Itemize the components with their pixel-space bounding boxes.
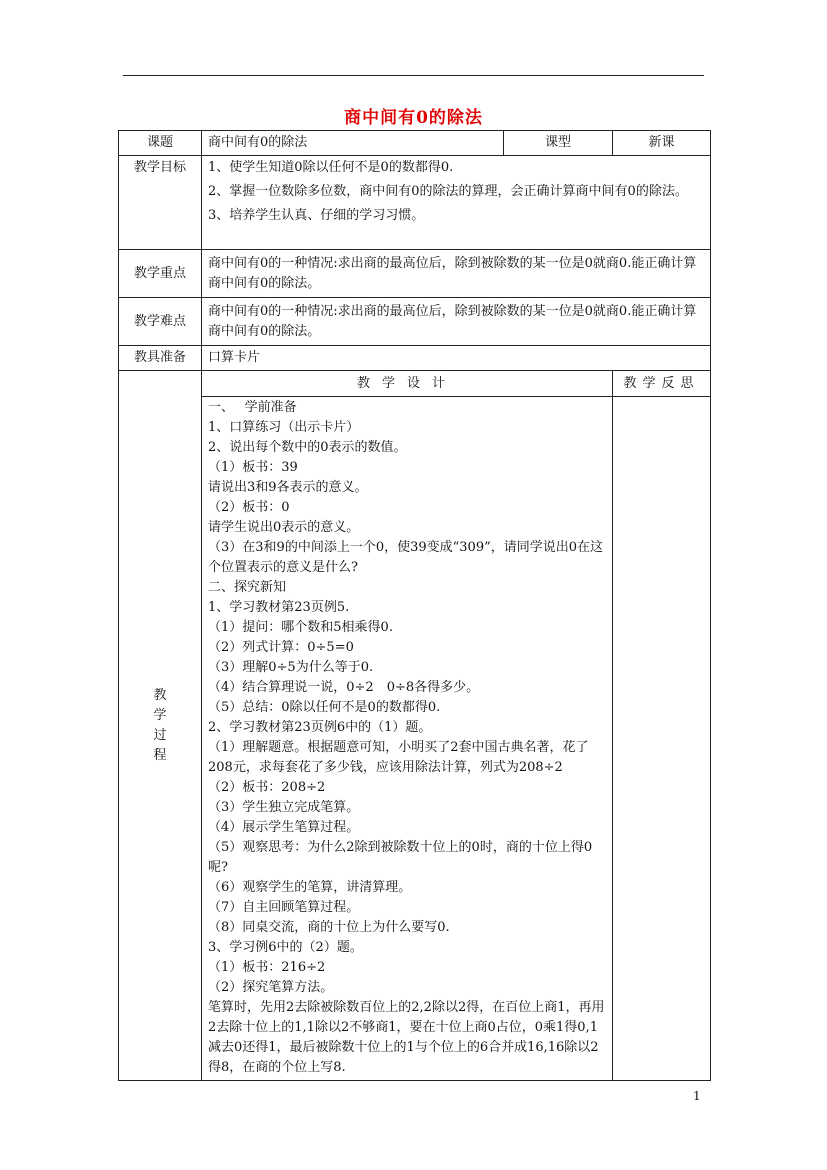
design-header: 教学设计 (202, 371, 613, 397)
row-goals (119, 156, 711, 250)
difficult-points-content: 商中间有0的一种情况:求出商的最高位后，除到被除数的某一位是0就商0.能正确计算商中间有0的除法。 (202, 298, 711, 346)
key-points-label: 教学重点 (119, 250, 202, 298)
process-line: 二、探究新知 (208, 580, 287, 595)
process-line: 一、 学前准备 (208, 400, 297, 415)
process-line: （2）列式计算：0÷5=0 (208, 640, 354, 655)
goals-label: 教学目标 (119, 156, 202, 250)
process-line: （4）结合算理说一说，0÷2 0÷8各得多少。 (208, 680, 480, 695)
page-number: 1 (693, 1089, 701, 1103)
goal-item: 2、掌握一位数除多位数，商中间有0的除法的算理，会正确计算商中间有0的除法。 (208, 184, 688, 199)
lesson-plan-table (118, 130, 711, 1081)
process-line: 2、学习教材第23页例6中的（1）题。 (208, 720, 432, 735)
process-line: （2）探究笔算方法。 (208, 980, 334, 995)
process-line: （3）学生独立完成笔算。 (208, 800, 360, 815)
goals-content (202, 156, 711, 250)
row-tools (119, 346, 711, 371)
process-label-char: 学 (153, 707, 167, 723)
process-line: （5）总结：0除以任何不是0的数都得0. (208, 700, 441, 715)
process-line: （4）展示学生笔算过程。 (208, 820, 360, 835)
lesson-type-label: 课型 (504, 131, 613, 156)
row-difficult-points (119, 298, 711, 346)
tools-label: 教具准备 (119, 346, 202, 371)
goal-item: 1、使学生知道0除以任何不是0的数都得0. (208, 160, 454, 175)
lesson-type-value: 新课 (613, 131, 711, 156)
difficult-points-label: 教学难点 (119, 298, 202, 346)
process-content (202, 397, 613, 1081)
process-line: 3、学习例6中的（2）题。 (208, 940, 363, 955)
process-line: 笔算时，先用2去除被除数百位上的2,2除以2得，在百位上商1，再用2去除十位上的1,1除以2不够商1，要在十位上商0占位，0乘1得0,1减去0还得1，最后被除数十位上的1与个位上的6合并成16,16除以2得8，在商的个位上写8. (208, 1000, 605, 1075)
goal-item: 3、培养学生认真、仔细的学习习惯。 (208, 208, 425, 223)
process-label-char: 程 (153, 747, 167, 763)
header-rule (123, 75, 704, 76)
key-points-content: 商中间有0的一种情况:求出商的最高位后，除到被除数的某一位是0就商0.能正确计算商中间有0的除法。 (202, 250, 711, 298)
topic-value: 商中间有0的除法 (202, 131, 504, 156)
process-line: 1、学习教材第23页例5. (208, 600, 350, 615)
process-label-char: 教 (153, 687, 167, 703)
process-label-char: 过 (153, 727, 167, 743)
process-line: （2）板书：208÷2 (208, 780, 326, 795)
row-process-header (119, 371, 711, 397)
process-line: （1）提问：哪个数和5相乘得0. (208, 620, 393, 635)
process-line: （3）在3和9的中间添上一个0，使39变成“309”，请同学说出0在这个位置表示的意义是什么? (208, 540, 604, 575)
row-topic (119, 131, 711, 156)
row-key-points (119, 250, 711, 298)
reflection-content (613, 397, 711, 1081)
process-line: （1）理解题意。根据题意可知，小明买了2套中国古典名著，花了208元，求每套花了多少钱，应该用除法计算，列式为208÷2 (208, 740, 589, 775)
process-line: （2）板书：0 (208, 500, 290, 515)
process-line: （7）自主回顾笔算过程。 (208, 900, 360, 915)
process-line: 2、说出每个数中的0表示的数值。 (208, 440, 407, 455)
reflection-header: 教学反思 (613, 371, 711, 397)
process-line: 请说出3和9各表示的意义。 (208, 480, 368, 495)
topic-label: 课题 (119, 131, 202, 156)
process-line: （8）同桌交流，商的十位上为什么要写0. (208, 920, 450, 935)
page-title: 商中间有0的除法 (344, 108, 483, 128)
process-line: 1、口算练习（出示卡片） (208, 420, 360, 435)
process-line: （5）观察思考：为什么2除到被除数十位上的0时，商的十位上得0呢? (208, 840, 593, 875)
process-line: （6）观察学生的笔算，讲清算理。 (208, 880, 412, 895)
process-line: （3）理解0÷5为什么等于0. (208, 660, 374, 675)
process-label (119, 371, 202, 1081)
process-line: （1）板书：216÷2 (208, 960, 326, 975)
row-process-body (119, 397, 711, 1081)
tools-value: 口算卡片 (202, 346, 711, 371)
process-line: （1）板书：39 (208, 460, 298, 475)
process-line: 请学生说出0表示的意义。 (208, 520, 360, 535)
